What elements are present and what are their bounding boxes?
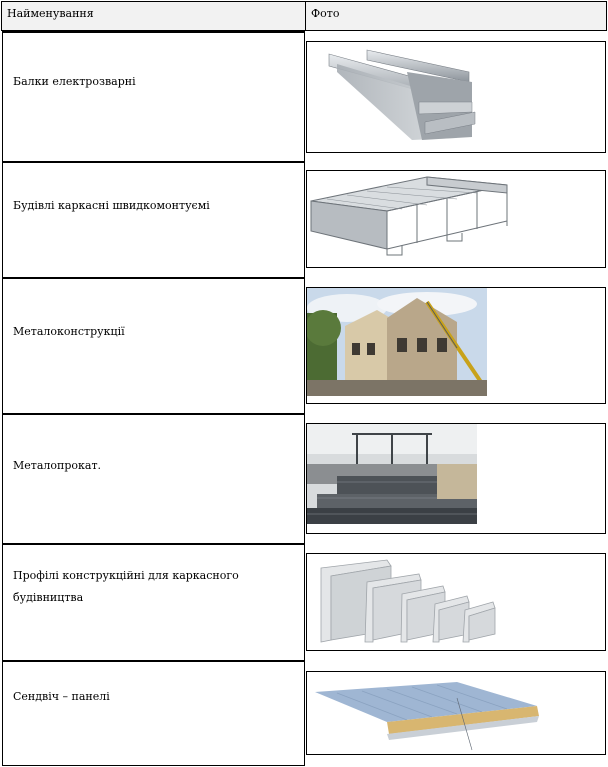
metal-structures-photo: [306, 287, 606, 404]
table-row-name: [2, 660, 305, 766]
sandwich-panel-photo: [306, 671, 606, 755]
header-name: [1, 1, 306, 31]
table-row-name: [2, 277, 305, 414]
header-photo: [305, 1, 607, 31]
header-name-label: Найменування: [7, 7, 94, 20]
table-row-name: [2, 31, 305, 162]
table-row-name: [2, 413, 305, 544]
table-row-name: [2, 161, 305, 278]
construction-profiles-photo: [306, 553, 606, 651]
row-name-text: Балки електрозварні: [13, 75, 136, 88]
frame-building-photo: [306, 170, 606, 268]
row-name-text: Будівлі каркасні швидкомонтуємі: [13, 199, 210, 212]
steel-i-beams-photo: [306, 41, 606, 153]
row-name-text: Профілі конструкційні для каркасного будівництва: [13, 569, 239, 604]
row-name-text: Сендвіч – панелі: [13, 690, 110, 703]
table-row-name: [2, 543, 305, 661]
row-name-text: Металопрокат.: [13, 459, 102, 472]
rolled-metal-photo: [306, 423, 606, 534]
row-name-text: Металоконструкції: [13, 325, 125, 338]
header-photo-label: Фото: [311, 7, 340, 20]
